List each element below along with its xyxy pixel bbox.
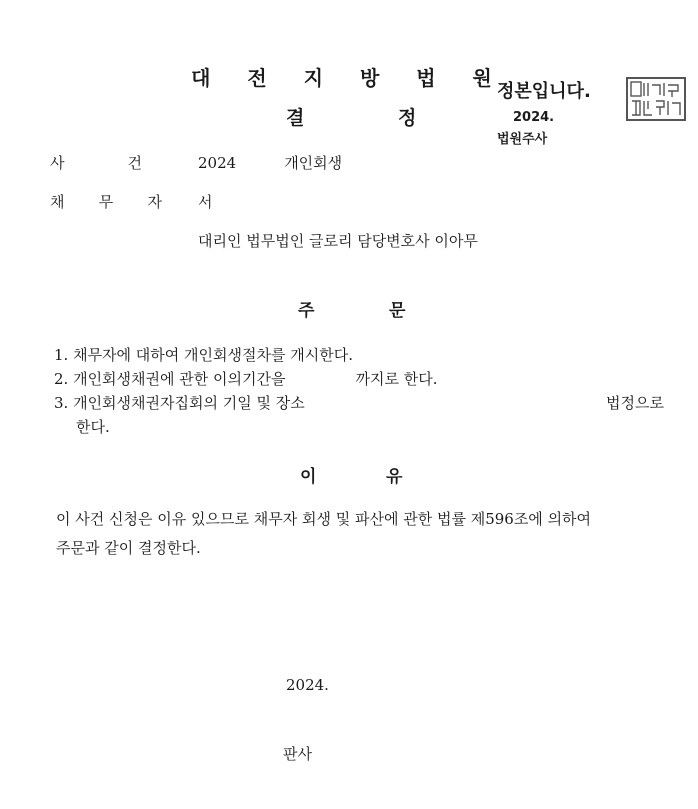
case-type: 개인회생 <box>284 154 343 172</box>
case-row <box>50 152 342 173</box>
order-item-3: 3. 개인회생채권자집회의 기일 및 장소 <box>54 394 305 412</box>
doc-type-right: 정 <box>398 107 417 129</box>
footer-date: 2024. <box>286 676 329 694</box>
order-list <box>54 343 664 439</box>
debtor-row <box>50 191 213 212</box>
order-item-2-row <box>54 367 664 391</box>
reason-heading-right: 유 <box>386 467 403 487</box>
order-item-2-tail: 까지로 한다. <box>355 370 438 388</box>
case-label: 사 건 <box>50 154 142 172</box>
doc-type-left: 결 <box>286 107 305 129</box>
court-name: 대 전 지 방 법 원 <box>191 66 507 90</box>
order-item-3-cont: 한다. <box>76 418 110 436</box>
reason-heading-left: 이 <box>300 467 317 487</box>
judge-label: 판사 <box>283 745 312 763</box>
order-item-3-cont-row <box>54 415 664 439</box>
debtor-name: 서 <box>198 193 213 211</box>
order-item-1: 1. 채무자에 대하여 개인회생절차를 개시한다. <box>54 346 353 364</box>
debtor-label: 채 무 자 <box>50 193 162 211</box>
order-item-3-tail: 법정으로 <box>606 394 664 412</box>
order-item-3-row <box>54 391 664 415</box>
reason-line-2: 주문과 같이 결정한다. <box>56 539 201 557</box>
cert-date: 2024. <box>513 110 555 125</box>
case-year: 2024 <box>198 154 237 172</box>
reason-body <box>56 505 672 563</box>
order-item-2: 2. 개인회생채권에 관한 이의기간을 <box>54 370 286 388</box>
reason-line-1: 이 사건 신청은 이유 있으므로 채무자 회생 및 파산에 관한 법률 제596조에 의하여 <box>56 510 592 528</box>
court-seal-stamp <box>626 77 686 121</box>
agent: 대리인 법무법인 글로리 담당변호사 이아무 <box>198 232 478 250</box>
order-heading-left: 주 <box>298 301 315 321</box>
order-item-1-row <box>54 343 664 367</box>
clerk-title: 법원주사 <box>497 132 548 147</box>
certification-text: 정본입니다. <box>497 81 591 102</box>
order-heading-right: 문 <box>389 301 406 321</box>
